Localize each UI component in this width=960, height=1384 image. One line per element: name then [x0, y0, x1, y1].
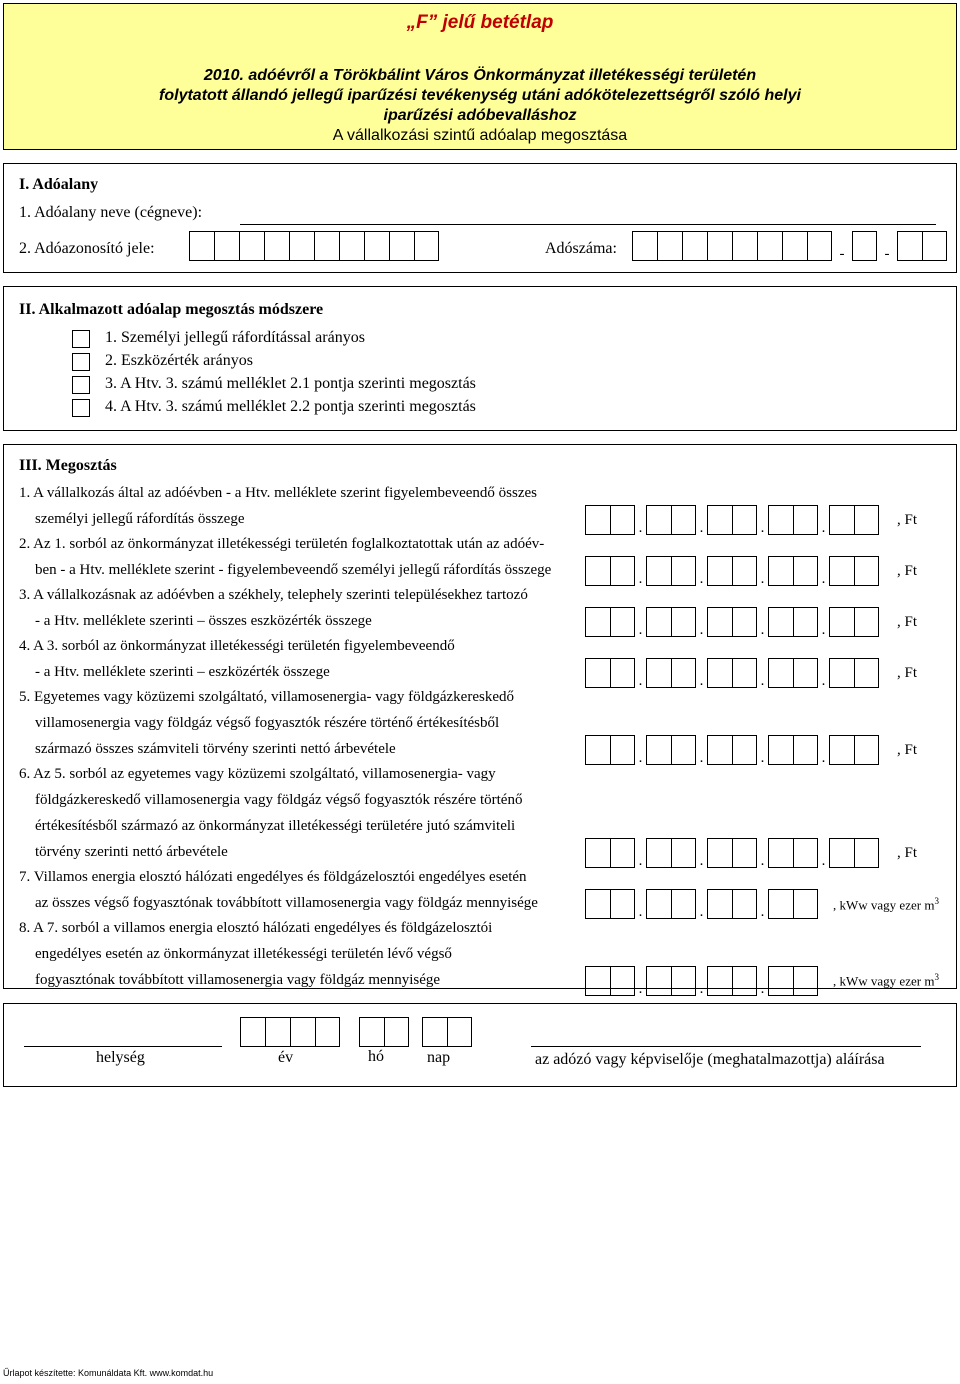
header-box [3, 3, 957, 150]
taxid-label: 2. Adóazonosító jele: [19, 240, 155, 257]
row-8-unit: , kWw vagy ezer $m^3$ [833, 972, 939, 989]
row-5-text-2: villamosenergia vagy földgáz végső fogyasztók részére történő értékesítésből [35, 715, 500, 731]
signature-label: az adózó vagy képviselője (meghatalmazottja) aláírása [535, 1051, 885, 1068]
row-2-text-1: 2. Az 1. sorból az önkormányzat illetékességi területén foglalkoztatottak után az adóév- [19, 536, 545, 552]
method-option-4: 4. A Htv. 3. számú melléklet 2.2 pontja szerinti megosztás [105, 398, 476, 415]
row-6-text-2: földgázkereskedő villamosenergia vagy földgáz végső fogyasztók részére történő [35, 792, 523, 808]
taxnum-dash-1: - [839, 246, 845, 262]
footer-credit: Űrlapot készítette: Komunáldata Kft. www.komdat.hu [3, 1368, 214, 1378]
section-1-heading: I. Adóalany [19, 176, 99, 193]
section-2-heading: II. Alkalmazott adóalap megosztás módszere [19, 301, 324, 318]
row-8-text-1: 8. A 7. sorból a villamos energia elosztó hálózati engedélyes és földgázelosztói [19, 920, 493, 936]
month-label: hó [368, 1048, 384, 1065]
day-field[interactable] [422, 1017, 472, 1047]
year-field[interactable] [240, 1017, 340, 1047]
row-1-unit: , Ft [897, 512, 918, 528]
row-1-text-1: 1. A vállalkozás által az adóévben - a Htv. melléklete szerint figyelembeveendő összes [19, 485, 537, 501]
place-label: helység [96, 1049, 145, 1066]
place-field[interactable] [24, 1046, 222, 1047]
method-checkbox-1[interactable] [72, 330, 90, 348]
row-1-text-2: személyi jellegű ráfordítás összege [35, 511, 245, 527]
row-6-text-1: 6. Az 5. sorból az egyetemes vagy közüzemi szolgáltató, villamosenergia- vagy [19, 766, 496, 782]
month-field[interactable] [359, 1017, 409, 1047]
method-checkbox-2[interactable] [72, 353, 90, 371]
row-4-text-1: 4. A 3. sorból az önkormányzat illetékességi területén figyelembeveendő [19, 638, 455, 654]
header-line-1: 2010. adóévről a Törökbálint Város Önkormányzat illetékességi területén [203, 67, 757, 84]
header-subtitle: A vállalkozási szintű adóalap megosztása [332, 127, 628, 144]
row-6-text-4: törvény szerinti nettó árbevétele [35, 844, 228, 860]
row-3-text-1: 3. A vállalkozásnak az adóévben a székhely, telephely szerinti településekhez tartozó [19, 587, 528, 603]
row-2-unit: , Ft [897, 563, 918, 579]
row-3-unit: , Ft [897, 614, 918, 630]
row-2-text-2: ben - a Htv. melléklete szerint - figyelembeveendő személyi jellegű ráfordítás összege [35, 562, 552, 578]
header-line-2: folytatott állandó jellegű iparűzési tevékenység utáni adókötelezettségről szóló helyi [159, 87, 801, 104]
section-3-heading: III. Megosztás [19, 457, 117, 474]
row-7-unit: , kWw vagy ezer $m^3$ [833, 896, 939, 913]
row-6-amount[interactable]: . . . . [585, 838, 879, 868]
row-5-text-3: származó összes számviteli törvény szerinti nettó árbevétele [35, 741, 396, 757]
row-1-amount[interactable]: . . . . [585, 505, 879, 535]
row-3-text-2: - a Htv. melléklete szerinti – összes eszközérték összege [35, 613, 372, 629]
taxnum-field[interactable] [632, 231, 947, 261]
section-taxpayer [3, 163, 957, 273]
name-field[interactable] [240, 224, 936, 225]
name-label: 1. Adóalany neve (cégneve): [19, 204, 203, 221]
method-checkbox-3[interactable] [72, 376, 90, 394]
row-2-amount[interactable]: . . . . [585, 556, 879, 586]
row-7-text-2: az összes végső fogyasztónak továbbított villamosenergia vagy földgáz mennyisége [35, 895, 538, 911]
signature-field[interactable] [531, 1046, 921, 1047]
row-5-unit: , Ft [897, 742, 918, 758]
row-7-quantity[interactable]: . . . [585, 889, 818, 919]
row-3-amount[interactable]: . . . . [585, 607, 879, 637]
row-7-text-1: 7. Villamos energia elosztó hálózati engedélyes és földgázelosztói engedélyes esetén [19, 869, 527, 885]
section-allocation [3, 444, 957, 997]
method-checkbox-4[interactable] [72, 399, 90, 417]
row-6-text-3: értékesítésből származó az önkormányzat illetékességi területére jutó számviteli [35, 818, 516, 834]
row-8-quantity[interactable]: . . . [585, 966, 818, 996]
method-option-3: 3. A Htv. 3. számú melléklet 2.1 pontja szerinti megosztás [105, 375, 476, 392]
form-title: „F” jelű betétlap [406, 12, 554, 33]
header-line-3: iparűzési adóbevalláshoz [383, 107, 577, 124]
taxid-field[interactable] [189, 231, 439, 261]
method-option-2: 2. Eszközérték arányos [105, 352, 253, 369]
method-option-1: 1. Személyi jellegű ráfordítással arányos [105, 329, 365, 346]
year-label: év [278, 1049, 294, 1066]
taxnum-dash-2: - [884, 246, 890, 262]
day-label: nap [427, 1049, 451, 1066]
section-method [3, 286, 957, 431]
row-4-unit: , Ft [897, 665, 918, 681]
row-4-amount[interactable]: . . . . [585, 658, 879, 688]
taxnum-label: Adószáma: [545, 240, 617, 257]
row-5-text-1: 5. Egyetemes vagy közüzemi szolgáltató, villamosenergia- vagy földgázkereskedő [19, 689, 514, 705]
row-5-amount[interactable]: . . . . [585, 735, 879, 765]
row-4-text-2: - a Htv. melléklete szerinti – eszközérték összege [35, 664, 330, 680]
row-8-text-3: fogyasztónak továbbított villamosenergia vagy földgáz mennyisége [35, 972, 441, 988]
section-signature [3, 1003, 957, 1087]
row-6-unit: , Ft [897, 845, 918, 861]
row-8-text-2: engedélyes esetén az önkormányzat illetékességi területén lévő végső [35, 946, 452, 962]
